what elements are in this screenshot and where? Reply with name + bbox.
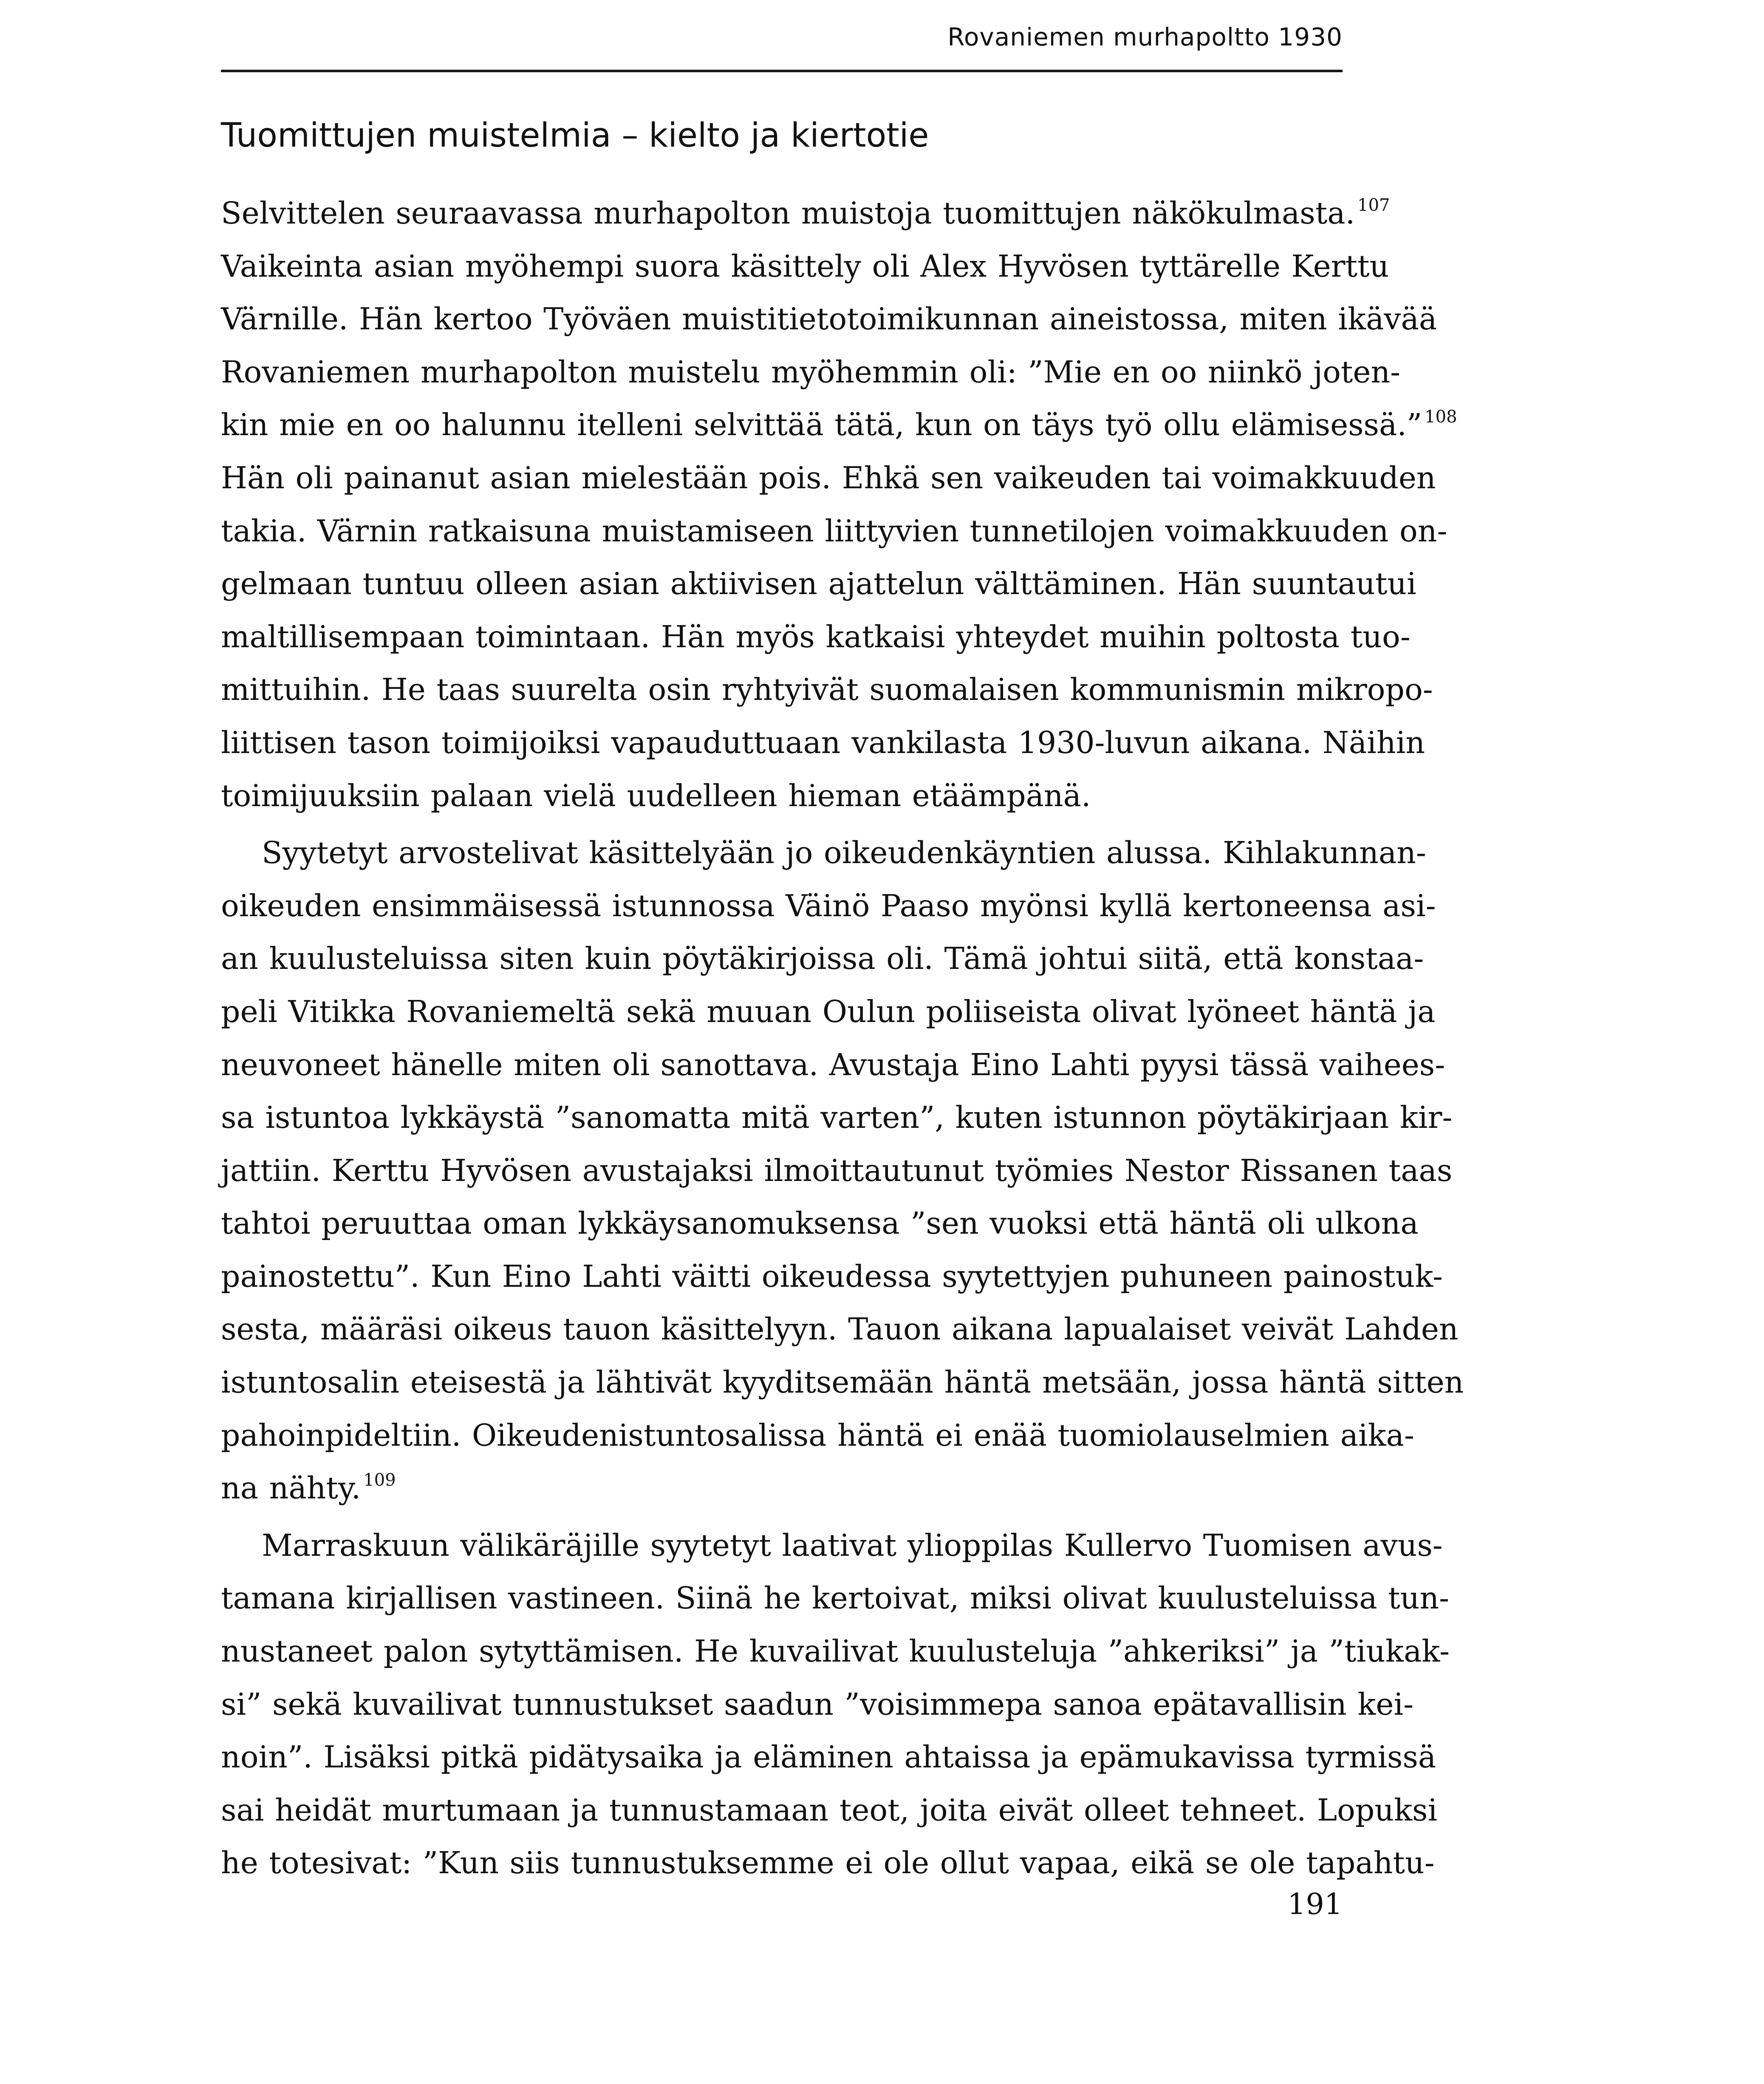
- footnote-ref-109: 109: [363, 1470, 396, 1490]
- section-title: Tuomittujen muistelmia – kielto ja kiertotie: [221, 116, 929, 155]
- text-line: [221, 187, 1390, 240]
- header-rule: [221, 70, 1343, 72]
- text-line: jattiin. Kerttu Hyvösen avustajaksi ilmoittautunut työmies Nestor Rissanen taas: [221, 1152, 1453, 1188]
- text-line: Hän oli painanut asian mielestään pois. Ehkä sen vaikeuden tai voimakkuuden: [221, 460, 1436, 496]
- paragraph-2: [221, 827, 1464, 1515]
- text-line: sesta, määräsi oikeus tauon käsittelyyn. Tauon aikana lapualaiset veivät Lahden: [221, 1311, 1459, 1347]
- text-line: Vaikeinta asian myöhempi suora käsittely oli Alex Hyvösen tyttärelle Kerttu: [221, 248, 1389, 284]
- text-line: tamana kirjallisen vastineen. Siinä he kertoivat, miksi olivat kuulusteluissa tun-: [221, 1580, 1450, 1616]
- text-line: liittisen tason toimijoiksi vapauduttuaan vankilasta 1930-luvun aikana. Näihin: [221, 725, 1425, 760]
- text-line: he totesivat: ”Kun siis tunnustuksemme ei ole ollut vapaa, eikä se ole tapahtu-: [221, 1845, 1435, 1881]
- page-number: 191: [1287, 1888, 1343, 1921]
- footnote-ref-107: 107: [1357, 195, 1390, 215]
- text-line: neuvoneet hänelle miten oli sanottava. Avustaja Eino Lahti pyysi tässä vaihees-: [221, 1047, 1445, 1082]
- text-line: Marraskuun välikäräjille syytetyt laativat ylioppilas Kullervo Tuomisen avus-: [262, 1527, 1443, 1563]
- text-line: [221, 399, 1457, 452]
- text-line: toimijuuksiin palaan vielä uudelleen hieman etäämpänä.: [221, 778, 1091, 813]
- text-line: tahtoi peruuttaa oman lykkäysanomuksensa ”sen vuoksi että häntä oli ulkona: [221, 1206, 1419, 1241]
- footnote-ref-108: 108: [1425, 407, 1457, 427]
- paragraph-3: [221, 1519, 1450, 1890]
- text-line: painostettu”. Kun Eino Lahti väitti oikeudessa syytettyjen puhuneen painostuk-: [221, 1258, 1443, 1294]
- text-line: [221, 1462, 1343, 1515]
- text-line: sa istuntoa lykkäystä ”sanomatta mitä varten”, kuten istunnon pöytäkirjaan kir-: [221, 1100, 1453, 1135]
- text-line: peli Vitikka Rovaniemeltä sekä muuan Oulun poliiseista olivat lyöneet häntä ja: [221, 994, 1436, 1029]
- body-text: [221, 187, 1464, 1890]
- text-line: noin”. Lisäksi pitkä pidätysaika ja eläminen ahtaissa ja epämukavissa tyrmissä: [221, 1739, 1436, 1775]
- text-line: takia. Värnin ratkaisuna muistamiseen liittyvien tunnetilojen voimakkuuden on-: [221, 513, 1447, 549]
- text-line: istuntosalin eteisestä ja lähtivät kyyditsemään häntä metsään, jossa häntä sitten: [221, 1365, 1464, 1400]
- text-line: Värnille. Hän kertoo Työväen muistitietotoimikunnan aineistossa, miten ikävää: [221, 301, 1437, 337]
- text-line: maltillisempaan toimintaan. Hän myös katkaisi yhteydet muihin poltosta tuo-: [221, 619, 1411, 654]
- text-line: pahoinpideltiin. Oikeudenistuntosalissa häntä ei enää tuomiolauselmien aika-: [221, 1417, 1414, 1453]
- running-header: Rovaniemen murhapoltto 1930: [947, 23, 1343, 51]
- text-line: sai heidät murtumaan ja tunnustamaan teot, joita eivät olleet tehneet. Lopuksi: [221, 1792, 1438, 1828]
- text-line: mittuihin. He taas suurelta osin ryhtyivät suomalaisen kommunismin mikropo-: [221, 672, 1433, 708]
- text-line: nustaneet palon sytyttämisen. He kuvailivat kuulusteluja ”ahkeriksi” ja ”tiukak-: [221, 1634, 1450, 1669]
- text-line: oikeuden ensimmäisessä istunnossa Väinö Paaso myönsi kyllä kertoneensa asi-: [221, 888, 1436, 923]
- line-text: kin mie en oo halunnu itelleni selvittää tätä, kun on täys työ ollu elämisessä.”: [221, 407, 1422, 443]
- text-line: Rovaniemen murhapolton muistelu myöhemmin oli: ”Mie en oo niinkö joten-: [221, 354, 1401, 390]
- line-text: na nähty.: [221, 1470, 361, 1506]
- text-line: an kuulusteluissa siten kuin pöytäkirjoissa oli. Tämä johtui siitä, että konstaa-: [221, 941, 1424, 977]
- paragraph-1: [221, 187, 1457, 822]
- text-line: Syytetyt arvostelivat käsittelyään jo oikeudenkäyntien alussa. Kihlakunnan-: [262, 835, 1426, 871]
- line-text: Selvittelen seuraavassa murhapolton muistoja tuomittujen näkökulmasta.: [221, 195, 1355, 231]
- text-line: gelmaan tuntuu olleen asian aktiivisen ajattelun välttäminen. Hän suuntautui: [221, 566, 1416, 602]
- text-line: si” sekä kuvailivat tunnustukset saadun ”voisimmepa sanoa epätavallisin kei-: [221, 1686, 1414, 1722]
